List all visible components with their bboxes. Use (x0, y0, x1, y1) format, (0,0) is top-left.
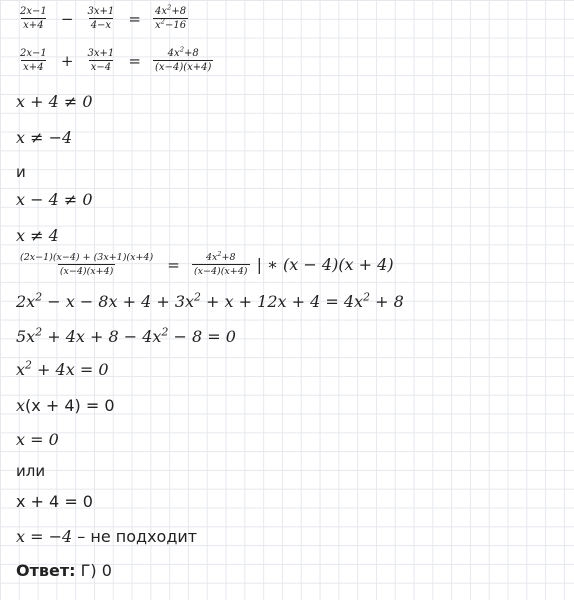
plus-sign: + (60, 51, 74, 70)
denominator (153, 18, 188, 31)
term: + 8 (370, 292, 404, 311)
denominator: (x−4)(x+4) (59, 266, 114, 277)
term: − 8 = 0 (168, 327, 236, 346)
term: x (155, 20, 161, 31)
term: + x + 12x + 4 = 4x (200, 292, 364, 311)
root-1: x = 0 (16, 430, 59, 449)
fraction (153, 3, 188, 31)
fraction (18, 48, 49, 73)
exponent: 2 (363, 290, 370, 304)
term: +8 (171, 6, 187, 17)
term: 4x (205, 252, 218, 263)
equation-rewritten (16, 45, 215, 73)
exponent: 2 (161, 325, 169, 339)
equals-sign: = (128, 9, 141, 28)
numerator: 2x−1 (20, 48, 47, 59)
fraction (86, 48, 117, 73)
term: − x − 8x + 4 + 3x (42, 292, 195, 311)
root-2-result (16, 527, 197, 546)
term: 4x (155, 6, 168, 17)
numerator (166, 45, 201, 60)
factored-equation (16, 396, 115, 415)
term: x (16, 396, 26, 415)
simplified-equation (16, 360, 109, 379)
numerator: 2x−1 (20, 6, 47, 17)
exponent: 2 (217, 249, 222, 258)
term: + 4x = 0 (31, 360, 109, 379)
exponent: 2 (35, 325, 43, 339)
term: 5x (16, 327, 36, 346)
term: 4x (167, 48, 180, 59)
exponent: 2 (179, 45, 185, 54)
denominator: x−4 (90, 62, 112, 73)
numerator: 3x+1 (87, 6, 115, 17)
fraction (153, 45, 213, 73)
equals-sign: = (128, 51, 141, 70)
term: 2x (16, 292, 36, 311)
term: +8 (184, 48, 199, 59)
root-2-equation: x + 4 = 0 (16, 492, 93, 511)
conjunction-and: и (16, 163, 26, 181)
term: + 4x + 8 − 4x (42, 327, 162, 346)
answer-label: Ответ: (16, 561, 76, 580)
exponent: 2 (194, 290, 201, 304)
denominator: x+4 (23, 20, 44, 31)
denominator: 4−x (90, 20, 112, 31)
conjunction-or: или (16, 462, 46, 480)
fraction (18, 252, 155, 277)
domain-condition-1: x + 4 ≠ 0 (16, 92, 93, 111)
denominator: (x−4)(x+4) (155, 62, 212, 73)
denominator: (x−4)(x+4) (193, 266, 248, 277)
fraction (86, 6, 117, 31)
domain-result-1: x ≠ −4 (16, 128, 73, 147)
numerator: (2x−1)(x−4) + (3x+1)(x+4) (20, 252, 154, 263)
term: +8 (221, 252, 236, 263)
term: x = −4 (16, 527, 73, 546)
equals-sign: = (167, 255, 180, 274)
denominator: x+4 (23, 62, 44, 73)
expanded-equation (16, 292, 404, 311)
numerator (153, 3, 188, 18)
multiply-both-sides: | ∗ (x − 4)(x + 4) (256, 255, 394, 274)
rejection-note: – не подходит (72, 527, 198, 546)
term: −16 (165, 20, 187, 31)
minus-sign: − (60, 9, 74, 28)
collected-equation (16, 327, 236, 346)
fraction (18, 6, 49, 31)
fraction (192, 249, 250, 277)
exponent: 2 (35, 290, 43, 304)
answer (16, 561, 112, 580)
exponent: 2 (167, 3, 172, 12)
term: (x + 4) = 0 (25, 396, 115, 415)
equation-combined (16, 249, 394, 277)
term: x (16, 360, 26, 379)
exponent: 2 (25, 358, 32, 372)
equation-original (16, 3, 190, 31)
exponent: 2 (160, 17, 165, 26)
numerator (204, 249, 238, 264)
numerator: 3x+1 (87, 48, 115, 59)
domain-result-2: x ≠ 4 (16, 226, 59, 245)
domain-condition-2: x − 4 ≠ 0 (16, 190, 93, 209)
answer-value: Г) 0 (80, 561, 112, 580)
